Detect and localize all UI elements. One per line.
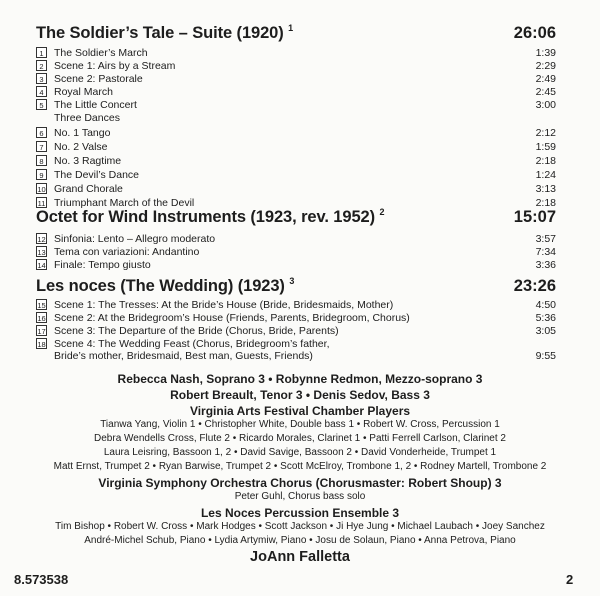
track-duration: 2:12	[535, 127, 556, 139]
track-number-box: 1	[36, 47, 47, 58]
track-title: No. 2 Valse	[54, 141, 108, 153]
track-number-box: 18	[37, 340, 46, 349]
ensemble-name: Virginia Arts Festival Chamber Players	[189, 404, 411, 418]
track-duration: 3:13	[535, 183, 556, 195]
track-row	[36, 154, 556, 168]
work-duration: 15:07	[513, 208, 556, 226]
subheading: Three Dances	[54, 112, 120, 124]
ensemble-members: Laura Leisring, Bassoon 1, 2 • David Savige, Bassoon 2 • David Vonderheide, Trumpet 1	[103, 447, 497, 458]
track-number-box: 15	[37, 301, 46, 310]
ensemble-members: Tianwa Yang, Violin 1 • Christopher White, Double bass 1 • Robert W. Cross, Percussion 1	[100, 419, 500, 430]
track-number-box: 14	[37, 261, 46, 270]
work-heading	[36, 208, 556, 227]
track-title: Scene 2: At the Bridegroom’s House (Friends, Parents, Bridegroom, Chorus)	[54, 312, 410, 324]
track-duration: 2:49	[535, 73, 556, 85]
track-duration: 2:18	[535, 155, 556, 167]
track-title: Finale: Tempo giusto	[54, 259, 151, 271]
track-duration: 4:50	[535, 299, 556, 311]
track-duration: 3:36	[535, 259, 556, 271]
track-row	[36, 182, 556, 196]
conductor-name: JoAnn Falletta	[250, 549, 350, 565]
track-title: Grand Chorale	[54, 183, 123, 195]
work-title: The Soldier’s Tale – Suite (1920) $^1$	[36, 23, 294, 42]
track-duration: 5:36	[535, 312, 556, 324]
track-number-box: 8	[36, 155, 47, 166]
piano-members: André-Michel Schub, Piano • Lydia Artymiw, Piano • Josu de Solaun, Piano • Anna Petrova, Piano	[84, 535, 516, 546]
track-number-box: 10	[37, 185, 46, 194]
track-duration: 2:18	[535, 197, 556, 209]
track-duration: 2:45	[535, 86, 556, 98]
track-title: The Little Concert	[54, 99, 137, 111]
track-duration: 3:00	[535, 99, 556, 111]
track-number-box: 9	[36, 169, 47, 180]
track-row	[36, 232, 556, 246]
track-title: Royal March	[54, 86, 113, 98]
track-row	[36, 258, 556, 272]
track-row	[36, 72, 556, 86]
soloists-line: Rebecca Nash, Soprano 3 • Robynne Redmon, Mezzo-soprano 3	[117, 372, 483, 386]
track-number-box: 3	[36, 73, 47, 84]
track-title: Scene 4: The Wedding Feast (Chorus, Bridegroom’s father,	[54, 338, 330, 350]
track-title: The Devil’s Dance	[54, 169, 140, 181]
track-number-box: 11	[37, 199, 46, 208]
ensemble-members: Matt Ernst, Trumpet 2 • Ryan Barwise, Trumpet 2 • Scott McElroy, Trombone 1, 2 • Rodney Martell, Trombone 2	[53, 461, 547, 472]
work-heading	[36, 277, 556, 296]
track-number-box: 17	[37, 327, 46, 336]
track-row	[36, 140, 556, 154]
percussion-members: Tim Bishop • Robert W. Cross • Mark Hodges • Scott Jackson • Ji Hye Jung • Michael Laubach • Joey Sanchez	[55, 521, 545, 532]
track-title: Bride’s mother, Bridesmaid, Best man, Guests, Friends)	[54, 350, 313, 362]
track-row	[36, 98, 556, 112]
track-duration: 9:55	[535, 350, 556, 362]
track-duration: 2:29	[535, 60, 556, 72]
track-title: Triumphant March of the Devil	[54, 197, 195, 209]
track-title: Scene 1: Airs by a Stream	[54, 60, 176, 72]
track-duration: 3:57	[535, 233, 556, 245]
track-row	[36, 324, 556, 338]
track-duration: 1:24	[535, 169, 556, 181]
track-duration: 7:34	[535, 246, 556, 258]
track-row	[36, 59, 556, 73]
page-number: 2	[566, 572, 574, 587]
percussion-ensemble: Les Noces Percussion Ensemble 3	[200, 506, 400, 520]
work-title: Les noces (The Wedding) (1923) $^3$	[36, 276, 295, 295]
track-title: Tema con variazioni: Andantino	[54, 246, 200, 258]
track-row-continuation	[36, 349, 556, 363]
track-number-box: 16	[37, 314, 46, 323]
ensemble-members: Debra Wendells Cross, Flute 2 • Ricardo Morales, Clarinet 1 • Patti Ferrell Carlson, Clarinet 2	[94, 433, 506, 444]
work-duration: 26:06	[513, 24, 556, 42]
chorus-name: Virginia Symphony Orchestra Chorus (Chorusmaster: Robert Shoup) 3	[98, 476, 502, 490]
soloists-line: Robert Breault, Tenor 3 • Denis Sedov, Bass 3	[170, 388, 430, 402]
track-title: No. 3 Ragtime	[54, 155, 122, 167]
track-number-box: 7	[36, 141, 47, 152]
track-row	[36, 311, 556, 325]
chorus-soloist: Peter Guhl, Chorus bass solo	[234, 491, 366, 502]
catalog-number: 8.573538	[14, 572, 69, 587]
track-row	[36, 168, 556, 182]
track-title: Scene 1: The Tresses: At the Bride’s House (Bride, Bridesmaids, Mother)	[54, 299, 394, 311]
track-title: Sinfonia: Lento – Allegro moderato	[54, 233, 216, 245]
track-row	[36, 46, 556, 60]
track-number-box: 12	[37, 235, 46, 244]
track-duration: 1:39	[535, 47, 556, 59]
track-number-box: 6	[36, 127, 47, 138]
credits-block	[0, 372, 600, 564]
track-number-box: 5	[36, 99, 47, 110]
work-heading	[36, 24, 556, 43]
track-title: No. 1 Tango	[54, 127, 111, 139]
track-number-box: 2	[36, 60, 47, 71]
work-title: Octet for Wind Instruments (1923, rev. 1952) $^2$	[36, 207, 385, 226]
track-title: Scene 2: Pastorale	[54, 73, 143, 85]
track-title: The Soldier’s March	[54, 47, 148, 59]
work-duration: 23:26	[513, 277, 556, 295]
track-row	[36, 298, 556, 312]
track-row	[36, 85, 556, 99]
track-number-box: 4	[36, 86, 47, 97]
track-duration: 3:05	[535, 325, 556, 337]
track-number-box: 13	[37, 248, 46, 257]
track-row	[36, 126, 556, 140]
track-title: Scene 3: The Departure of the Bride (Chorus, Bride, Parents)	[54, 325, 339, 337]
track-duration: 1:59	[535, 141, 556, 153]
track-row	[36, 245, 556, 259]
